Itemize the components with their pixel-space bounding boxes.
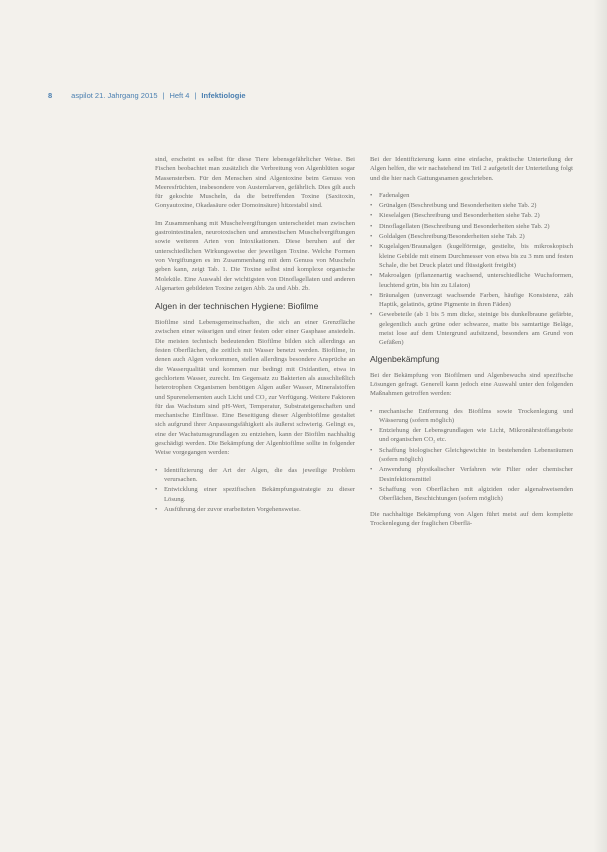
list-item: • mechanische Entfernung des Biofilms sowie Trockenlegung und Wässerung (sofern möglich) [370,407,573,426]
page-edge-shadow [593,0,607,852]
paragraph: Die nachhaltige Bekämpfung von Algen führt meist auf dem komplette Trockenlegung der fraglichen Oberflä- [370,510,573,527]
paragraph: sind, erscheint es selbst für diese Tiere lebensgefährlicher Weise. Bei Fischen beobachtet man zusätzlich die Verbreitung von Algenblüten sogar Massensterben. Für den Menschen sind Algentoxine beim Genuss von Meeresfrüchten, insbesondere von Austernlarven, gefährlich. Dies gilt auch für gekochte Muscheln, da die betreffenden Toxine (Saxitoxin, Gonyautoxine, Okadasäure oder Domoinsäure) hitzestabil sind. [155,156,355,210]
list-item: • Schaffung biologischer Gleichgewichte in bestehenden Lebensräumen (sofern möglich) [370,446,573,465]
list-item: • Bräunalgen (unverzagt wachsende Farben, häufige Konsistenz, zäh Haptik, gelatinös, grüne Pigmente in ihren Fäden) [370,291,573,310]
header-divider: | [194,91,197,100]
section-heading: Algen in der technischen Hygiene: Biofilme [155,301,319,312]
list-item: • Makroalgen (pflanzenartig wachsend, unterschiedliche Wuchsformen, leuchtend grün, bis hin zu Lilaton) [370,271,573,290]
list-item: • Goldalgen (Beschreibung/Besonderheiten siehe Tab. 2) [370,232,573,241]
list-item: • Identifizierung der Art der Algen, die das jeweilige Problem verursachen. [155,466,355,485]
right-column [370,155,573,536]
bullet-list [155,466,355,514]
paragraph: Bei der Bekämpfung von Biofilmen und Algenbewuchs sind spezifische Lösungen gefragt. Generell kann jedoch eine Auswahl unter den folgenden Maßnahmen getroffen werden: [370,371,573,398]
left-column [155,155,355,520]
list-item: • Entwicklung einer spezifischen Bekämpfungsstrategie zu dieser Lösung. [155,485,355,504]
journal-name: aspilot 21. Jahrgang 2015 [71,91,158,100]
header-divider: | [162,91,165,100]
paragraph: Bei der Identifizierung kann eine einfache, praktische Unterteilung der Algen helfen, die wir nachstehend im Teil 2 aufgeteilt der Unterteilung folgt und die hier nach Gattungsnamen geschrieben. [370,156,573,182]
section-label: Infektiologie [201,91,246,100]
bullet-list [370,191,573,348]
page-number: 8 [48,91,53,100]
section-heading: Algenbekämpfung [370,353,440,364]
list-item: • Kieselalgen (Beschreibung und Besonderheiten siehe Tab. 2) [370,211,573,220]
list-item: • Grünalgen (Beschreibung und Besonderheiten siehe Tab. 2) [370,201,573,210]
list-item: • Kugelalgen/Braunalgen (kugelförmige, gestielte, bis mikroskopisch kleine Gebilde mit einem Durchmesser von etwa bis zu 3 mm und festen Schale, die bei Druck platzt und flüssigkeit freigibt) [370,242,573,270]
list-item: • Entziehung der Lebensgrundlagen wie Licht, Mikronährstoffangebote und organischen CO₂ etc. [370,426,573,445]
list-item: • Anwendung physikalischer Verfahren wie Filter oder chemischer Desinfektionsmittel [370,465,573,484]
bullet-list [370,407,573,504]
paragraph: Biofilme sind Lebensgemeinschaften, die sich an einer Grenzfläche zwischen einer wässrigen und einer festen oder einer Gasphase ansiedeln. Die meisten technisch bedeutenden Biofilme bilden sich allerdings an festen Oberflächen, die zeitlich mit Wasser benetzt werden. Biofilme, in denen auch Algen vorkommen, stellen allerdings besondere Ansprüche an die Wasserqualität und kommen nur bedingt mit Oxidantien, etwa in gechlortem Wasser, zurecht. Im Gegensatz zu Bakterien als ausschließlich heterotrophen Organismen benötigen Algen außer Wasser, Mineralstoffen und Spurenelementen auch Licht und CO₂ zur Verfügung. Weitere Faktoren für das Wachstum sind pH-Wert, Temperatur, Substrateigenschaften und mechanische Einflüsse. Eine Beseitigung dieser Algenbiofilme gestaltet sich aufgrund ihrer Anpassungsfähigkeit als äußerst schwierig. Gelingt es, eine der Wachstumsgrundlagen zu entziehen, kann der Biofilm nachhaltig geschädigt werden. Die Bekämpfung der Algenbiofilme sollte in folgender Weise vorgegangen werden: [155,319,355,457]
page-header [48,91,246,100]
list-item: • Ausführung der zuvor erarbeiteten Vorgehensweise. [155,505,355,514]
issue-label: Heft 4 [169,91,190,100]
list-item: • Fadenalgen [370,191,573,200]
list-item: • Dinoflagellaten (Beschreibung und Besonderheiten siehe Tab. 2) [370,222,573,231]
list-item: • Schaffung von Oberflächen mit algiziden oder algenabweisenden Oberflächen, Beschichtungen (sofern möglich) [370,485,573,504]
list-item: • Gewebeteile (ab 1 bis 5 mm dicke, steinige bis dunkelbraune gefärbte, gelegentlich auch grüne oder schwarze, matte bis samtartige Beläge, meist lose auf dem Untergrund aufsitzend, besonders am Grund von Gefäßen) [370,310,573,347]
paragraph: Im Zusammenhang mit Muschelvergiftungen unterscheidet man zwischen gastrointestinalen, neurotoxischen und amnestischen Muschelvergiftungen sowie weiteren Arten von Intoxikationen. Diese beruhen auf der unterschiedlichen Wirkungsweise der jeweiligen Toxine. Welche Formen von Vergiftungen es im Zusammenhang mit dem Genuss von Muscheln geben kann, zeigt Tab. 1. Die Toxine selbst sind komplexe organische Moleküle. Eine Auswahl der wichtigsten von Dinoflagellaten und anderen Algenarten gebildeten Toxine zeigen Abb. 2a und Abb. 2b. [155,219,355,292]
